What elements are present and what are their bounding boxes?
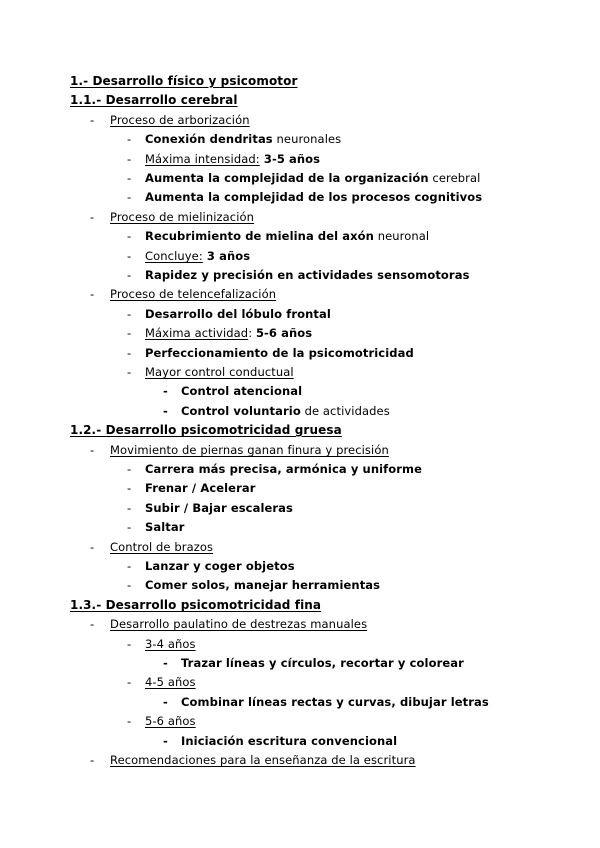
text-run: Desarrollo paulatino de destrezas manuales [110,617,368,631]
outline-item-level-1 [0,285,600,304]
text-run: Recubrimiento de mielina del axón [145,229,374,243]
bullet-dash: - [127,714,132,728]
text-run: Proceso de arborización [110,113,250,127]
text-run: 4-5 años [145,675,196,689]
outline-item-level-1 [0,751,600,770]
text-run: Subir / Bajar escaleras [145,501,293,515]
bullet-dash: - [90,617,95,631]
section-heading-text: 1.1.- Desarrollo cerebral [70,93,238,107]
text-run: Rapidez y precisión en actividades sensomotoras [145,268,470,282]
outline-item-text [145,712,196,731]
section-heading-text: 1.- Desarrollo físico y psicomotor [70,74,298,88]
bullet-dash: - [163,734,168,748]
section-heading [70,72,600,91]
outline-item-level-2 [0,712,600,731]
outline-item-text [145,673,196,692]
outline-item-text [145,557,295,576]
outline-item-level-1 [0,111,600,130]
outline-item-level-3 [0,732,600,751]
text-run: 5-6 años [255,326,313,340]
outline-item-text [181,693,489,712]
text-run: Combinar líneas rectas y curvas, dibujar letras [181,695,489,709]
section-heading [70,91,600,110]
outline-item-level-2 [0,324,600,343]
section-heading [70,421,600,440]
outline-item-text [145,344,414,363]
outline-item-text [110,615,367,634]
section-heading-text: 1.2.- Desarrollo psicomotricidad gruesa [70,423,342,437]
outline-item-text [145,266,470,285]
outline-item-text [181,654,464,673]
outline-item-level-3 [0,693,600,712]
outline-item-text [145,635,196,654]
bullet-dash: - [127,675,132,689]
bullet-dash: - [127,229,132,243]
text-run: Lanzar y coger objetos [145,559,295,573]
outline-item-level-1 [0,208,600,227]
bullet-dash: - [127,559,132,573]
outline-item-level-2 [0,557,600,576]
text-run: 5-6 años [145,714,196,728]
outline-item-level-2 [0,305,600,324]
outline-item-level-2 [0,673,600,692]
text-run: cerebral [428,171,481,185]
outline-item-level-3 [0,654,600,673]
outline-item-level-3 [0,382,600,401]
outline-item-text [110,285,276,304]
outline-item-text [145,247,250,266]
bullet-dash: - [127,578,132,592]
text-run: Saltar [145,520,185,534]
outline-item-text [145,499,293,518]
outline-item-level-3 [0,402,600,421]
text-run: 3-4 años [145,637,196,651]
outline-item-text [145,305,331,324]
text-run: neuronales [272,132,342,146]
bullet-dash: - [90,540,95,554]
text-run: Mayor control conductual [145,365,294,379]
section-heading [70,596,600,615]
text-run: Control voluntario [181,404,301,418]
bullet-dash: - [127,190,132,204]
text-run: Control atencional [181,384,303,398]
text-run: Aumenta la complejidad de la organización [145,171,429,185]
outline-item-level-2 [0,499,600,518]
text-run: Proceso de mielinización [110,210,255,224]
outline-item-level-2 [0,266,600,285]
text-run: Recomendaciones para la enseñanza de la escritura [110,753,416,767]
bullet-dash: - [127,307,132,321]
bullet-dash: - [127,268,132,282]
bullet-dash: - [127,462,132,476]
outline-item-level-2 [0,344,600,363]
outline-item-text [110,441,389,460]
outline-item-level-2 [0,150,600,169]
outline-item-level-2 [0,169,600,188]
outline-item-text [110,111,250,130]
text-run: 3 años [202,249,251,263]
text-run: Movimiento de piernas ganan finura y precisión [110,443,389,457]
outline-item-level-1 [0,615,600,634]
bullet-dash: - [90,113,95,127]
text-run: Perfeccionamiento de la psicomotricidad [145,346,414,360]
outline-item-level-1 [0,441,600,460]
bullet-dash: - [127,365,132,379]
outline-item-text [145,169,480,188]
bullet-dash: - [127,249,132,263]
text-run: Máxima intensidad: [145,152,260,166]
text-run: Frenar / Acelerar [145,481,256,495]
bullet-dash: - [163,695,168,709]
text-run: Conexión dendritas [145,132,273,146]
text-run: Máxima actividad [145,326,249,340]
outline-item-level-2 [0,479,600,498]
outline-item-level-2 [0,188,600,207]
bullet-dash: - [127,152,132,166]
outline-item-text [110,538,213,557]
bullet-dash: - [90,443,95,457]
text-run: neuronal [373,229,430,243]
text-run: Control de brazos [110,540,214,554]
text-run: : [248,326,256,340]
bullet-dash: - [127,520,132,534]
bullet-dash: - [127,171,132,185]
outline-item-level-2 [0,635,600,654]
outline-item-level-2 [0,130,600,149]
bullet-dash: - [127,501,132,515]
outline-item-text [145,518,185,537]
outline-item-text [145,324,312,343]
bullet-dash: - [127,132,132,146]
bullet-dash: - [90,287,95,301]
bullet-dash: - [127,637,132,651]
text-run: Concluye: [145,249,203,263]
outline-item-text [110,751,416,770]
outline-item-text [145,130,341,149]
bullet-dash: - [163,656,168,670]
bullet-dash: - [90,753,95,767]
bullet-dash: - [90,210,95,224]
outline-item-level-2 [0,576,600,595]
text-run: Trazar líneas y círculos, recortar y colorear [181,656,464,670]
outline-item-text [145,150,320,169]
bullet-dash: - [163,384,168,398]
bullet-dash: - [127,481,132,495]
outline-item-text [145,576,380,595]
outline-item-text [181,732,397,751]
outline-item-level-2 [0,460,600,479]
outline-item-text [181,382,302,401]
bullet-dash: - [127,346,132,360]
outline-item-level-2 [0,247,600,266]
outline-item-text [145,227,429,246]
outline-item-level-1 [0,538,600,557]
bullet-dash: - [127,326,132,340]
text-run: Comer solos, manejar herramientas [145,578,381,592]
outline-item-level-2 [0,518,600,537]
outline-item-text [181,402,390,421]
outline-item-text [145,460,422,479]
text-run: Desarrollo del lóbulo frontal [145,307,331,321]
bullet-dash: - [163,404,168,418]
text-run: 3-5 años [259,152,321,166]
text-run: Aumenta la complejidad de los procesos cognitivos [145,190,483,204]
outline-item-text [145,479,255,498]
text-run: Iniciación escritura convencional [181,734,398,748]
outline-item-text [145,188,482,207]
text-run: Proceso de telencefalización [110,287,277,301]
outline-item-level-2 [0,363,600,382]
text-run: de actividades [300,404,390,418]
text-run: Carrera más precisa, armónica y uniforme [145,462,423,476]
outline-item-level-2 [0,227,600,246]
outline-item-text [145,363,294,382]
section-heading-text: 1.3.- Desarrollo psicomotricidad fina [70,598,322,612]
outline-item-text [110,208,254,227]
